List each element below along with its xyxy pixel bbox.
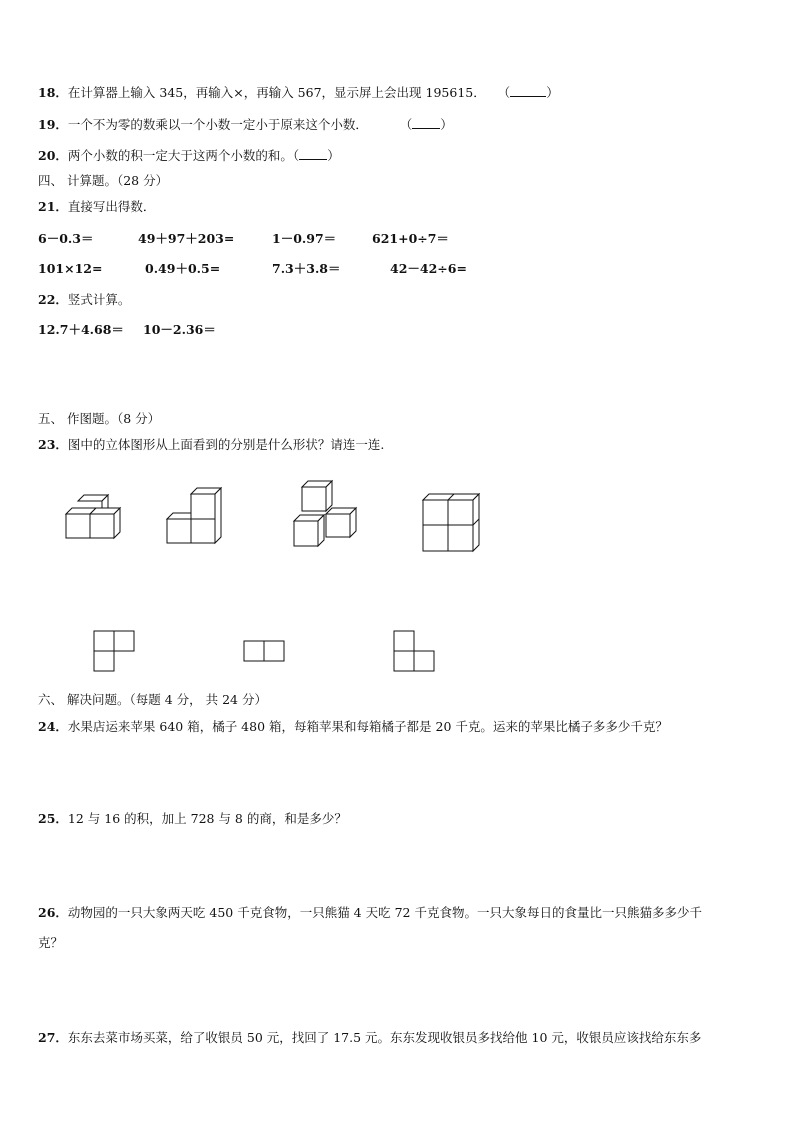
paren-close: ） [440,117,453,132]
question-text: 在计算器上输入 345，再输入×，再输入 567，显示屏上会出现 195615． [67,85,486,100]
solid-figure-3 [294,481,356,546]
question-text: 动物园的一只大象两天吃 450 千克食物，一只熊猫 4 天吃 72 千克食物。一只大象每日的食量比一只熊猫多多少千 [67,905,702,920]
solid-figure-2 [167,488,221,543]
section-4-heading: 四、 计算题。（28 分） [38,173,169,188]
solid-figure-4 [423,494,479,551]
calc-item: 42－42÷6= [390,261,467,276]
question-number: 20． [38,148,68,163]
question-number: 24． [38,719,68,734]
section-6-heading: 六、 解决问题。（每题 4 分， 共 24 分） [38,692,267,707]
top-view-1 [94,631,134,671]
question-text: 一个不为零的数乘以一个小数一定小于原来这个小数． [67,117,368,132]
question-number: 26． [38,905,68,920]
paren-close: ） [546,85,559,100]
question-text: 竖式计算。 [67,292,131,307]
top-view-2 [244,641,284,661]
paren-open: （ [292,148,300,163]
calc-item: 621+0÷7＝ [372,231,449,246]
vertical-calc-item: 10－2.36＝ [143,322,216,337]
calc-item: 1－0.97＝ [272,231,337,246]
calc-item: 49＋97＋203= [138,231,235,246]
top-view-3 [394,631,434,671]
solid-figure-1 [66,495,120,538]
question-27 [38,1030,701,1046]
question-24 [38,719,668,735]
question-number: 25． [38,811,68,826]
section-5-heading: 五、 作图题。（8 分） [38,411,161,426]
calc-item: 0.49＋0.5= [145,261,221,276]
question-number: 19． [38,117,68,132]
question-number: 23． [38,437,68,452]
question-26-continued: 克？ [38,935,64,950]
paren-open: （ [497,85,511,100]
question-number: 21． [38,199,68,214]
calc-item: 7.3＋3.8＝ [272,261,341,276]
question-text: 直接写出得数． [67,199,156,214]
question-text: 12 与 16 的积，加上 728 与 8 的商，和是多少？ [67,811,347,826]
calc-item: 6－0.3＝ [38,231,94,246]
calc-item: 101×12= [38,261,103,276]
vertical-calc-item: 12.7＋4.68＝ [38,322,124,337]
question-number: 27． [38,1030,68,1045]
question-text: 东东去菜市场买菜，给了收银员 50 元，找回了 17.5 元。东东发现收银员多找给他 10 元，收银员应该找给东东多 [67,1030,702,1045]
question-text: 水果店运来苹果 640 箱，橘子 480 箱，每箱苹果和每箱橘子都是 20 千克。运来的苹果比橘子多多少千克？ [67,719,668,734]
question-text: 两个小数的积一定大于这两个小数的和。 [67,148,293,163]
question-25 [38,811,347,827]
paren-open: （ [399,117,413,132]
paren-close: ） [327,148,340,163]
question-26 [38,905,702,921]
question-number: 22． [38,292,68,307]
question-number: 18． [38,85,68,100]
question-text: 图中的立体图形从上面看到的分别是什么形状？请连一连. [67,437,385,452]
